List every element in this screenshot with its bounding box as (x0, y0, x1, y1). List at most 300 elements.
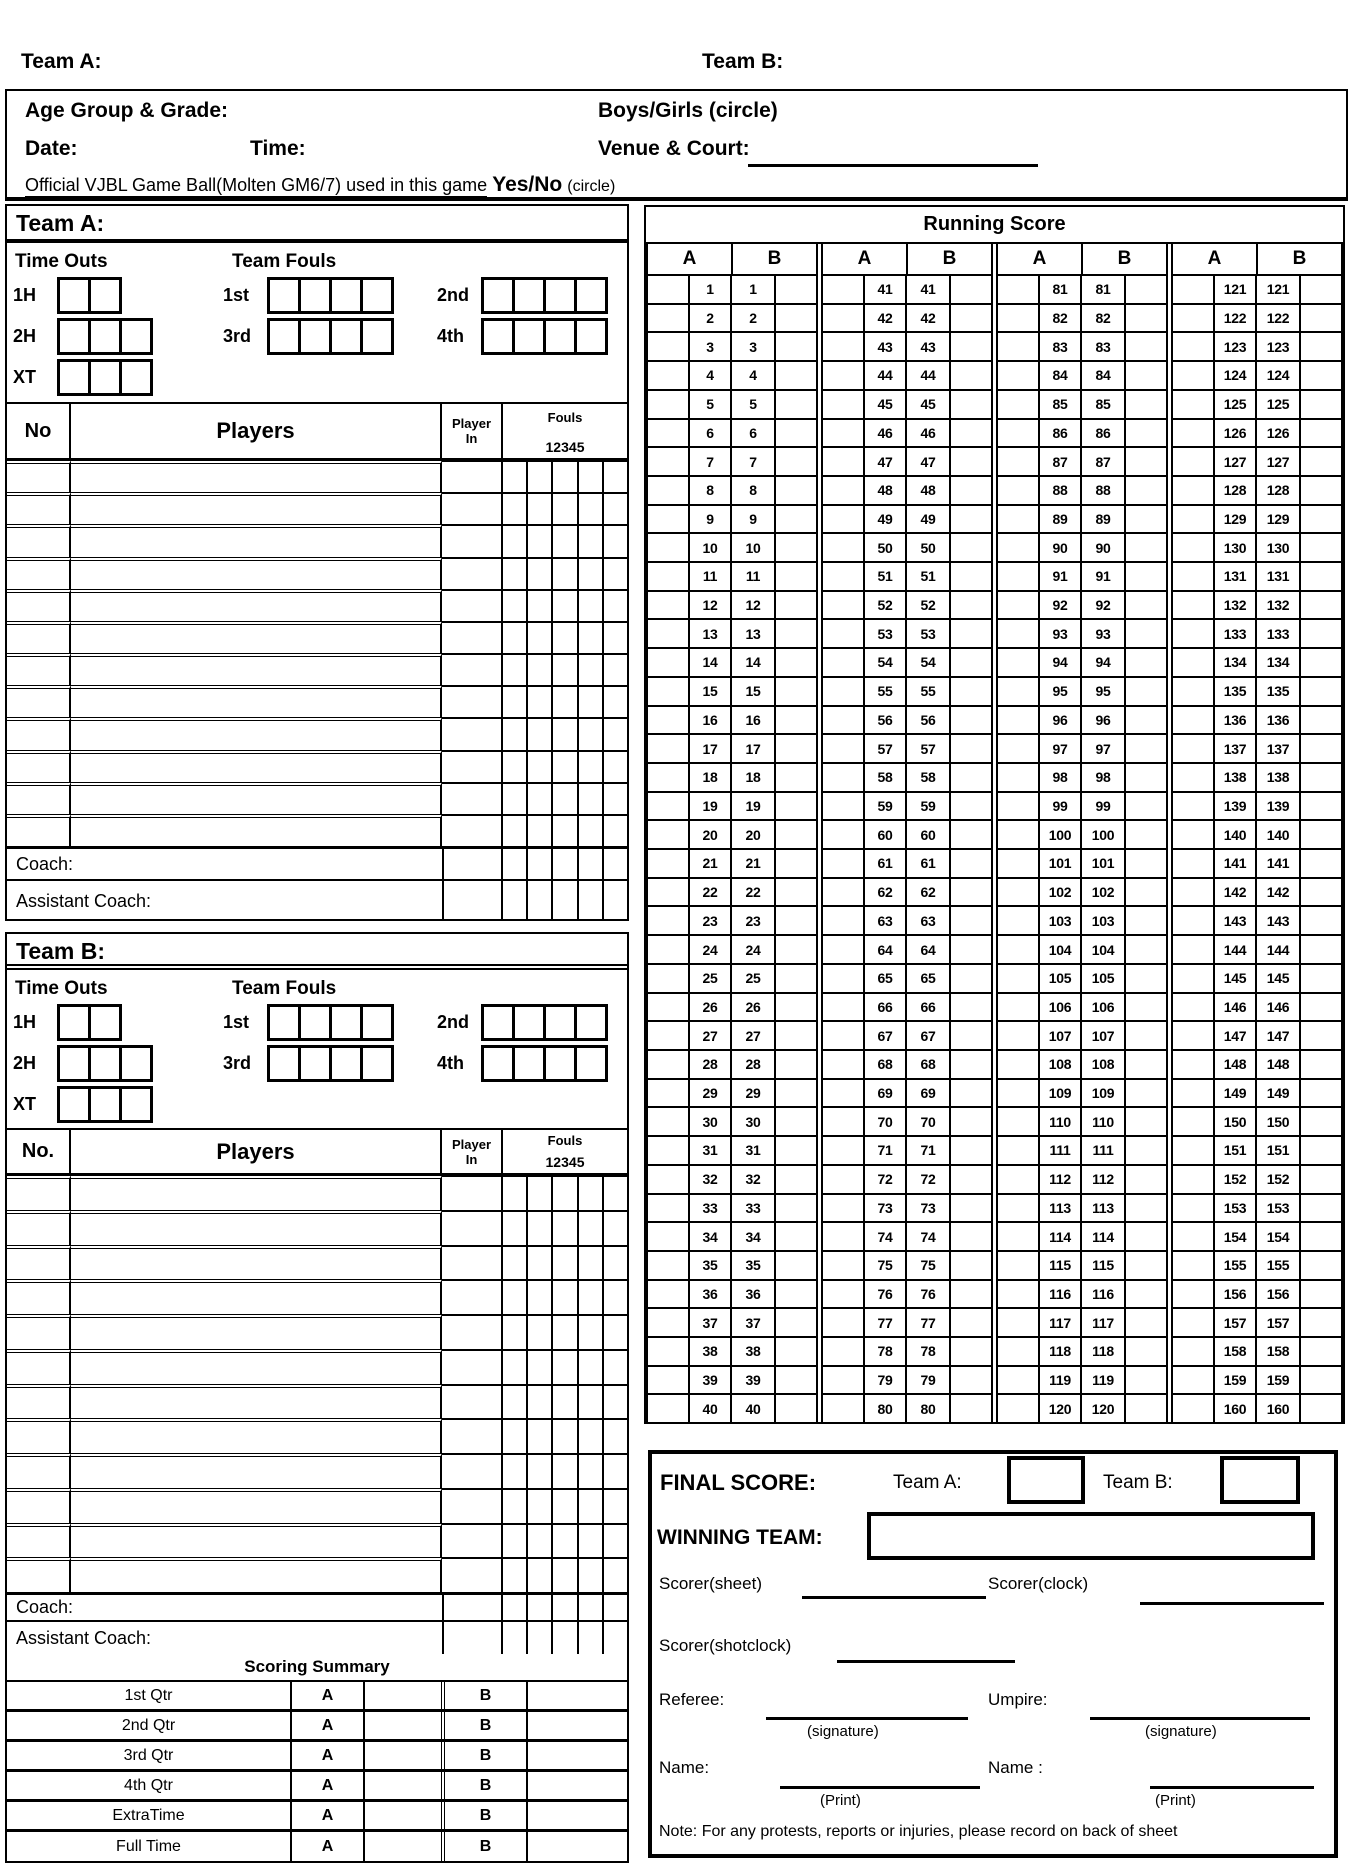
team-foul-box[interactable] (543, 277, 577, 314)
player-name-cell[interactable] (71, 1523, 442, 1558)
yes-no-label[interactable]: Yes/No (492, 173, 563, 196)
score-mark-cell-b[interactable] (1301, 1281, 1341, 1308)
player-foul-cell[interactable] (553, 1420, 578, 1453)
score-mark-cell-b[interactable] (1301, 1080, 1341, 1107)
player-number-cell[interactable] (7, 557, 71, 589)
player-foul-cell[interactable] (553, 752, 578, 782)
score-mark-cell-b[interactable] (776, 936, 816, 963)
score-mark-cell-b[interactable] (951, 850, 991, 877)
player-in-cell[interactable] (442, 524, 503, 556)
score-mark-cell-a[interactable] (998, 1022, 1038, 1049)
player-foul-cell[interactable] (528, 494, 553, 524)
score-mark-cell-a[interactable] (1173, 1080, 1213, 1107)
player-foul-cell[interactable] (528, 784, 553, 814)
score-mark-cell-a[interactable] (823, 707, 863, 734)
score-mark-cell-b[interactable] (776, 735, 816, 762)
player-foul-cell[interactable] (553, 559, 578, 589)
score-mark-cell-b[interactable] (1301, 1137, 1341, 1164)
score-mark-cell-a[interactable] (823, 362, 863, 389)
player-foul-cell[interactable] (579, 687, 604, 717)
score-mark-cell-b[interactable] (776, 821, 816, 848)
timeout-box[interactable] (119, 318, 153, 355)
score-mark-cell-b[interactable] (1301, 1022, 1341, 1049)
player-number-cell[interactable] (7, 460, 71, 492)
score-mark-cell-b[interactable] (776, 1108, 816, 1135)
player-foul-cell[interactable] (528, 559, 553, 589)
team-a-quarter-score-box[interactable] (365, 1682, 445, 1709)
score-mark-cell-a[interactable] (648, 678, 688, 705)
score-mark-cell-a[interactable] (998, 936, 1038, 963)
player-in-cell[interactable] (442, 685, 503, 717)
player-foul-cell[interactable] (579, 1386, 604, 1419)
player-foul-cell[interactable] (503, 1281, 528, 1314)
score-mark-cell-a[interactable] (823, 1395, 863, 1422)
player-foul-cell[interactable] (503, 1386, 528, 1419)
team-foul-box[interactable] (574, 1045, 608, 1082)
player-foul-cell[interactable] (579, 494, 604, 524)
score-mark-cell-b[interactable] (776, 793, 816, 820)
player-foul-cell[interactable] (579, 1351, 604, 1384)
team-foul-box[interactable] (329, 277, 363, 314)
score-mark-cell-b[interactable] (1126, 764, 1166, 791)
score-mark-cell-a[interactable] (998, 678, 1038, 705)
score-mark-cell-a[interactable] (1173, 907, 1213, 934)
score-mark-cell-b[interactable] (776, 707, 816, 734)
team-foul-box[interactable] (360, 1045, 394, 1082)
score-mark-cell-b[interactable] (951, 1022, 991, 1049)
player-foul-cell[interactable] (604, 526, 627, 556)
player-foul-cell[interactable] (503, 752, 528, 782)
score-mark-cell-b[interactable] (776, 678, 816, 705)
score-mark-cell-b[interactable] (1301, 907, 1341, 934)
score-mark-cell-b[interactable] (951, 994, 991, 1021)
score-mark-cell-b[interactable] (1301, 276, 1341, 303)
score-mark-cell-a[interactable] (1173, 821, 1213, 848)
score-mark-cell-a[interactable] (1173, 994, 1213, 1021)
timeout-box[interactable] (57, 318, 91, 355)
score-mark-cell-a[interactable] (823, 1080, 863, 1107)
coach-foul-cell[interactable] (553, 881, 578, 921)
score-mark-cell-a[interactable] (648, 305, 688, 332)
score-mark-cell-a[interactable] (1173, 879, 1213, 906)
team-foul-box[interactable] (512, 1004, 546, 1041)
score-mark-cell-b[interactable] (776, 1166, 816, 1193)
score-mark-cell-a[interactable] (648, 477, 688, 504)
player-foul-cell[interactable] (528, 655, 553, 685)
score-mark-cell-a[interactable] (648, 1395, 688, 1422)
score-mark-cell-b[interactable] (951, 1395, 991, 1422)
coach-foul-cell[interactable] (579, 849, 604, 879)
player-foul-cell[interactable] (553, 591, 578, 621)
player-name-cell[interactable] (71, 1453, 442, 1488)
player-number-cell[interactable] (7, 621, 71, 653)
player-number-cell[interactable] (7, 1175, 71, 1210)
player-foul-cell[interactable] (553, 623, 578, 653)
score-mark-cell-a[interactable] (998, 420, 1038, 447)
team-foul-box[interactable] (481, 1004, 515, 1041)
player-foul-cell[interactable] (553, 1490, 578, 1523)
score-mark-cell-b[interactable] (1301, 305, 1341, 332)
team-a-quarter-score-box[interactable] (365, 1832, 445, 1862)
score-mark-cell-a[interactable] (648, 1022, 688, 1049)
player-foul-cell[interactable] (579, 1281, 604, 1314)
score-mark-cell-b[interactable] (1301, 879, 1341, 906)
score-mark-cell-a[interactable] (648, 1051, 688, 1078)
score-mark-cell-a[interactable] (648, 965, 688, 992)
score-mark-cell-a[interactable] (1173, 1022, 1213, 1049)
player-name-cell[interactable] (71, 1279, 442, 1314)
player-foul-cell[interactable] (553, 1316, 578, 1349)
score-mark-cell-b[interactable] (1126, 793, 1166, 820)
coach-foul-cell[interactable] (604, 881, 627, 921)
coach-foul-cell[interactable] (503, 1622, 528, 1654)
score-mark-cell-a[interactable] (1173, 1195, 1213, 1222)
score-mark-cell-a[interactable] (998, 1108, 1038, 1135)
score-mark-cell-b[interactable] (776, 1309, 816, 1336)
player-foul-cell[interactable] (528, 1177, 553, 1210)
player-name-cell[interactable] (71, 750, 442, 782)
player-name-cell[interactable] (71, 557, 442, 589)
score-mark-cell-a[interactable] (998, 1252, 1038, 1279)
score-mark-cell-a[interactable] (1173, 1281, 1213, 1308)
player-foul-cell[interactable] (503, 816, 528, 846)
score-mark-cell-a[interactable] (823, 506, 863, 533)
coach-foul-cell[interactable] (528, 1622, 553, 1654)
player-foul-cell[interactable] (604, 1281, 627, 1314)
score-mark-cell-a[interactable] (1173, 448, 1213, 475)
team-foul-box[interactable] (267, 277, 301, 314)
score-mark-cell-a[interactable] (998, 1367, 1038, 1394)
score-mark-cell-b[interactable] (951, 936, 991, 963)
player-foul-cell[interactable] (528, 752, 553, 782)
score-mark-cell-a[interactable] (1173, 707, 1213, 734)
score-mark-cell-a[interactable] (823, 1281, 863, 1308)
team-foul-box[interactable] (329, 1004, 363, 1041)
player-name-cell[interactable] (71, 492, 442, 524)
team-a-quarter-score-box[interactable] (365, 1742, 445, 1769)
score-mark-cell-b[interactable] (1126, 448, 1166, 475)
score-mark-cell-a[interactable] (1173, 592, 1213, 619)
score-mark-cell-a[interactable] (823, 1195, 863, 1222)
player-name-cell[interactable] (71, 1210, 442, 1245)
team-foul-box[interactable] (543, 318, 577, 355)
team-foul-box[interactable] (267, 318, 301, 355)
player-foul-cell[interactable] (528, 623, 553, 653)
score-mark-cell-b[interactable] (1301, 994, 1341, 1021)
venue-court-line[interactable] (748, 164, 1038, 167)
team-a-quarter-score-box[interactable] (365, 1712, 445, 1739)
score-mark-cell-a[interactable] (1173, 333, 1213, 360)
player-foul-cell[interactable] (528, 1455, 553, 1488)
score-mark-cell-a[interactable] (648, 592, 688, 619)
player-foul-cell[interactable] (604, 1386, 627, 1419)
score-mark-cell-b[interactable] (776, 362, 816, 389)
score-mark-cell-a[interactable] (998, 1223, 1038, 1250)
player-foul-cell[interactable] (604, 784, 627, 814)
player-in-cell[interactable] (442, 492, 503, 524)
score-mark-cell-a[interactable] (998, 1137, 1038, 1164)
player-name-cell[interactable] (71, 1175, 442, 1210)
player-number-cell[interactable] (7, 653, 71, 685)
score-mark-cell-a[interactable] (998, 850, 1038, 877)
player-in-cell[interactable] (442, 1453, 503, 1488)
score-mark-cell-b[interactable] (1301, 333, 1341, 360)
score-mark-cell-b[interactable] (776, 534, 816, 561)
score-mark-cell-a[interactable] (1173, 477, 1213, 504)
coach-foul-cell[interactable] (604, 1595, 627, 1620)
score-mark-cell-b[interactable] (1126, 1166, 1166, 1193)
team-foul-box[interactable] (574, 1004, 608, 1041)
score-mark-cell-a[interactable] (823, 879, 863, 906)
score-mark-cell-b[interactable] (776, 850, 816, 877)
score-mark-cell-b[interactable] (951, 276, 991, 303)
referee-signature-line[interactable] (766, 1717, 968, 1720)
score-mark-cell-a[interactable] (648, 391, 688, 418)
score-mark-cell-b[interactable] (1301, 534, 1341, 561)
player-foul-cell[interactable] (503, 1525, 528, 1558)
score-mark-cell-b[interactable] (1301, 506, 1341, 533)
score-mark-cell-b[interactable] (1126, 850, 1166, 877)
score-mark-cell-a[interactable] (648, 1367, 688, 1394)
team-b-score-box[interactable] (1220, 1456, 1300, 1504)
score-mark-cell-b[interactable] (1126, 333, 1166, 360)
score-mark-cell-a[interactable] (823, 448, 863, 475)
team-b-quarter-score-box[interactable] (528, 1742, 627, 1769)
player-foul-cell[interactable] (553, 1177, 578, 1210)
score-mark-cell-a[interactable] (648, 1137, 688, 1164)
player-foul-cell[interactable] (604, 719, 627, 749)
score-mark-cell-a[interactable] (823, 563, 863, 590)
player-foul-cell[interactable] (503, 1177, 528, 1210)
score-mark-cell-b[interactable] (1126, 1080, 1166, 1107)
timeout-box[interactable] (119, 1045, 153, 1082)
score-mark-cell-a[interactable] (648, 793, 688, 820)
coach-foul-cell[interactable] (528, 849, 553, 879)
score-mark-cell-b[interactable] (776, 420, 816, 447)
score-mark-cell-a[interactable] (648, 879, 688, 906)
player-number-cell[interactable] (7, 524, 71, 556)
player-number-cell[interactable] (7, 1314, 71, 1349)
player-name-cell[interactable] (71, 1314, 442, 1349)
player-number-cell[interactable] (7, 1245, 71, 1280)
score-mark-cell-b[interactable] (1126, 1022, 1166, 1049)
score-mark-cell-b[interactable] (1301, 1108, 1341, 1135)
score-mark-cell-b[interactable] (951, 1195, 991, 1222)
score-mark-cell-a[interactable] (823, 936, 863, 963)
timeout-box[interactable] (88, 1004, 122, 1041)
player-in-cell[interactable] (442, 460, 503, 492)
score-mark-cell-b[interactable] (776, 965, 816, 992)
score-mark-cell-b[interactable] (776, 477, 816, 504)
score-mark-cell-a[interactable] (823, 1252, 863, 1279)
team-a-quarter-score-box[interactable] (365, 1802, 445, 1829)
score-mark-cell-b[interactable] (776, 1223, 816, 1250)
player-number-cell[interactable] (7, 1279, 71, 1314)
team-a-score-box[interactable] (1007, 1456, 1085, 1504)
score-mark-cell-b[interactable] (951, 620, 991, 647)
score-mark-cell-a[interactable] (648, 276, 688, 303)
score-mark-cell-a[interactable] (648, 1080, 688, 1107)
score-mark-cell-b[interactable] (1301, 362, 1341, 389)
score-mark-cell-b[interactable] (776, 649, 816, 676)
score-mark-cell-b[interactable] (1126, 1281, 1166, 1308)
score-mark-cell-a[interactable] (1173, 362, 1213, 389)
score-mark-cell-a[interactable] (1173, 1166, 1213, 1193)
player-foul-cell[interactable] (553, 1559, 578, 1592)
score-mark-cell-b[interactable] (951, 764, 991, 791)
player-in-cell[interactable] (442, 1384, 503, 1419)
score-mark-cell-a[interactable] (1173, 620, 1213, 647)
score-mark-cell-a[interactable] (1173, 965, 1213, 992)
score-mark-cell-b[interactable] (1301, 1395, 1341, 1422)
team-foul-box[interactable] (267, 1045, 301, 1082)
player-foul-cell[interactable] (503, 1490, 528, 1523)
score-mark-cell-a[interactable] (823, 1367, 863, 1394)
score-mark-cell-b[interactable] (1301, 448, 1341, 475)
score-mark-cell-a[interactable] (1173, 649, 1213, 676)
score-mark-cell-a[interactable] (823, 1338, 863, 1365)
player-foul-cell[interactable] (503, 655, 528, 685)
player-name-cell[interactable] (71, 685, 442, 717)
timeout-box[interactable] (88, 359, 122, 396)
score-mark-cell-b[interactable] (1301, 707, 1341, 734)
score-mark-cell-b[interactable] (1301, 1309, 1341, 1336)
player-number-cell[interactable] (7, 492, 71, 524)
player-in-cell[interactable] (442, 1279, 503, 1314)
player-in-cell[interactable] (442, 589, 503, 621)
timeout-box[interactable] (57, 1004, 91, 1041)
team-foul-box[interactable] (481, 1045, 515, 1082)
score-mark-cell-a[interactable] (1173, 276, 1213, 303)
player-number-cell[interactable] (7, 1557, 71, 1592)
player-foul-cell[interactable] (503, 623, 528, 653)
score-mark-cell-b[interactable] (776, 764, 816, 791)
player-foul-cell[interactable] (604, 462, 627, 492)
score-mark-cell-b[interactable] (951, 448, 991, 475)
coach-foul-cell[interactable] (503, 1595, 528, 1620)
score-mark-cell-b[interactable] (776, 879, 816, 906)
score-mark-cell-b[interactable] (1126, 1338, 1166, 1365)
score-mark-cell-a[interactable] (998, 821, 1038, 848)
score-mark-cell-b[interactable] (1301, 1223, 1341, 1250)
score-mark-cell-a[interactable] (998, 1309, 1038, 1336)
team-foul-box[interactable] (329, 1045, 363, 1082)
player-in-cell[interactable] (442, 1245, 503, 1280)
coach-foul-cell[interactable] (579, 1622, 604, 1654)
player-foul-cell[interactable] (553, 1212, 578, 1245)
coach-foul-cell[interactable] (553, 1595, 578, 1620)
score-mark-cell-b[interactable] (1126, 879, 1166, 906)
score-mark-cell-b[interactable] (1126, 735, 1166, 762)
score-mark-cell-a[interactable] (998, 994, 1038, 1021)
score-mark-cell-a[interactable] (823, 764, 863, 791)
coach-in-cell[interactable] (442, 1622, 503, 1654)
score-mark-cell-a[interactable] (648, 707, 688, 734)
team-foul-box[interactable] (512, 277, 546, 314)
player-foul-cell[interactable] (503, 526, 528, 556)
player-number-cell[interactable] (7, 1488, 71, 1523)
coach-foul-cell[interactable] (528, 881, 553, 921)
player-foul-cell[interactable] (528, 1281, 553, 1314)
player-foul-cell[interactable] (528, 462, 553, 492)
score-mark-cell-b[interactable] (1301, 1367, 1341, 1394)
score-mark-cell-b[interactable] (951, 592, 991, 619)
team-b-quarter-score-box[interactable] (528, 1682, 627, 1709)
score-mark-cell-b[interactable] (1126, 592, 1166, 619)
player-number-cell[interactable] (7, 589, 71, 621)
score-mark-cell-a[interactable] (1173, 1108, 1213, 1135)
player-foul-cell[interactable] (553, 1525, 578, 1558)
score-mark-cell-b[interactable] (776, 1022, 816, 1049)
score-mark-cell-b[interactable] (1301, 620, 1341, 647)
score-mark-cell-b[interactable] (1126, 534, 1166, 561)
player-foul-cell[interactable] (503, 1316, 528, 1349)
score-mark-cell-a[interactable] (998, 1395, 1038, 1422)
score-mark-cell-b[interactable] (951, 1338, 991, 1365)
score-mark-cell-b[interactable] (1126, 678, 1166, 705)
score-mark-cell-b[interactable] (951, 1309, 991, 1336)
score-mark-cell-a[interactable] (648, 936, 688, 963)
player-foul-cell[interactable] (604, 816, 627, 846)
score-mark-cell-a[interactable] (823, 1166, 863, 1193)
player-foul-cell[interactable] (579, 1177, 604, 1210)
player-foul-cell[interactable] (604, 1490, 627, 1523)
score-mark-cell-a[interactable] (998, 965, 1038, 992)
player-foul-cell[interactable] (604, 1316, 627, 1349)
score-mark-cell-a[interactable] (823, 420, 863, 447)
score-mark-cell-b[interactable] (951, 907, 991, 934)
team-foul-box[interactable] (512, 1045, 546, 1082)
player-foul-cell[interactable] (553, 1247, 578, 1280)
score-mark-cell-b[interactable] (951, 678, 991, 705)
timeout-box[interactable] (119, 1086, 153, 1123)
player-in-cell[interactable] (442, 653, 503, 685)
player-foul-cell[interactable] (503, 1559, 528, 1592)
score-mark-cell-b[interactable] (776, 305, 816, 332)
team-foul-box[interactable] (360, 1004, 394, 1041)
score-mark-cell-a[interactable] (823, 1022, 863, 1049)
player-foul-cell[interactable] (604, 687, 627, 717)
score-mark-cell-a[interactable] (648, 506, 688, 533)
player-foul-cell[interactable] (579, 655, 604, 685)
score-mark-cell-b[interactable] (1301, 793, 1341, 820)
score-mark-cell-a[interactable] (1173, 563, 1213, 590)
score-mark-cell-a[interactable] (998, 506, 1038, 533)
score-mark-cell-b[interactable] (1301, 936, 1341, 963)
player-foul-cell[interactable] (579, 1490, 604, 1523)
score-mark-cell-a[interactable] (1173, 1367, 1213, 1394)
score-mark-cell-a[interactable] (823, 534, 863, 561)
player-foul-cell[interactable] (553, 687, 578, 717)
score-mark-cell-b[interactable] (776, 391, 816, 418)
team-foul-box[interactable] (481, 318, 515, 355)
timeout-box[interactable] (57, 1045, 91, 1082)
coach-foul-cell[interactable] (503, 849, 528, 879)
score-mark-cell-b[interactable] (776, 1395, 816, 1422)
score-mark-cell-b[interactable] (1126, 994, 1166, 1021)
player-foul-cell[interactable] (579, 1420, 604, 1453)
coach-in-cell[interactable] (442, 881, 503, 921)
score-mark-cell-a[interactable] (648, 1338, 688, 1365)
player-foul-cell[interactable] (579, 719, 604, 749)
score-mark-cell-a[interactable] (648, 1252, 688, 1279)
score-mark-cell-a[interactable] (648, 994, 688, 1021)
player-foul-cell[interactable] (503, 687, 528, 717)
score-mark-cell-a[interactable] (1173, 1395, 1213, 1422)
score-mark-cell-b[interactable] (951, 534, 991, 561)
player-foul-cell[interactable] (503, 494, 528, 524)
player-foul-cell[interactable] (553, 526, 578, 556)
